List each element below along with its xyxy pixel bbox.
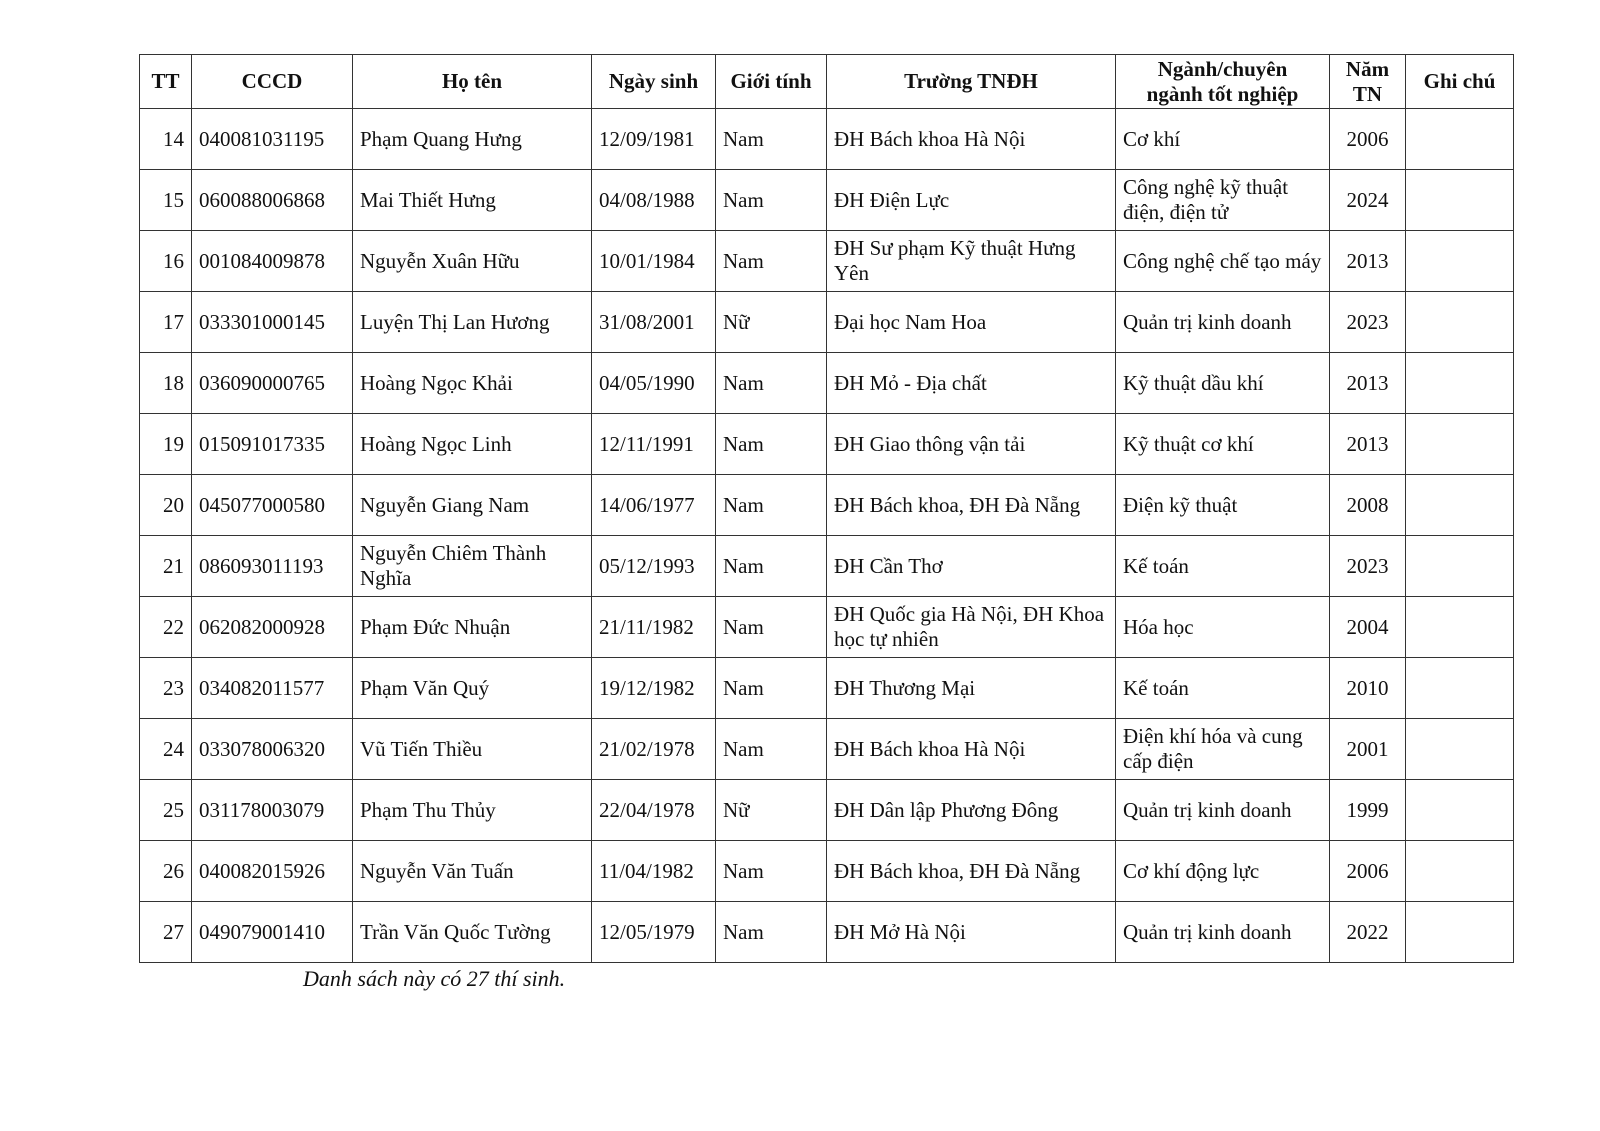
cell-truong: ĐH Bách khoa Hà Nội	[827, 109, 1116, 170]
cell-nganh: Điện kỹ thuật	[1116, 475, 1330, 536]
cell-truong: ĐH Bách khoa Hà Nội	[827, 719, 1116, 780]
cell-ngay-sinh: 12/09/1981	[592, 109, 716, 170]
cell-tt: 19	[140, 414, 192, 475]
cell-cccd: 062082000928	[192, 597, 353, 658]
cell-ghi-chu	[1406, 780, 1514, 841]
table-row	[140, 475, 1514, 536]
table-row	[140, 292, 1514, 353]
candidate-table	[139, 54, 1514, 963]
cell-cccd: 036090000765	[192, 353, 353, 414]
cell-nganh: Quản trị kinh doanh	[1116, 292, 1330, 353]
cell-ghi-chu	[1406, 719, 1514, 780]
cell-truong: Đại học Nam Hoa	[827, 292, 1116, 353]
cell-truong: ĐH Thương Mại	[827, 658, 1116, 719]
cell-nganh: Công nghệ kỹ thuật điện, điện tử	[1116, 170, 1330, 231]
cell-ngay-sinh: 11/04/1982	[592, 841, 716, 902]
cell-ngay-sinh: 10/01/1984	[592, 231, 716, 292]
cell-nam-tn: 2001	[1330, 719, 1406, 780]
cell-nam-tn: 2006	[1330, 841, 1406, 902]
cell-ghi-chu	[1406, 841, 1514, 902]
cell-ho-ten: Hoàng Ngọc Linh	[353, 414, 592, 475]
cell-nganh: Kỹ thuật cơ khí	[1116, 414, 1330, 475]
header-cccd: CCCD	[192, 55, 353, 109]
cell-truong: ĐH Giao thông vận tải	[827, 414, 1116, 475]
cell-nganh: Cơ khí động lực	[1116, 841, 1330, 902]
cell-ho-ten: Phạm Văn Quý	[353, 658, 592, 719]
cell-truong: ĐH Dân lập Phương Đông	[827, 780, 1116, 841]
cell-truong: ĐH Quốc gia Hà Nội, ĐH Khoa học tự nhiên	[827, 597, 1116, 658]
cell-nganh: Hóa học	[1116, 597, 1330, 658]
cell-gioi-tinh: Nam	[716, 109, 827, 170]
cell-nam-tn: 2006	[1330, 109, 1406, 170]
cell-truong: ĐH Cần Thơ	[827, 536, 1116, 597]
cell-gioi-tinh: Nam	[716, 719, 827, 780]
cell-ngay-sinh: 05/12/1993	[592, 536, 716, 597]
cell-tt: 16	[140, 231, 192, 292]
header-nganh-line2: ngành tốt nghiệp	[1146, 81, 1299, 106]
table-row	[140, 231, 1514, 292]
cell-gioi-tinh: Nam	[716, 414, 827, 475]
cell-ngay-sinh: 12/11/1991	[592, 414, 716, 475]
cell-nam-tn: 2023	[1330, 292, 1406, 353]
cell-nganh: Quản trị kinh doanh	[1116, 902, 1330, 963]
cell-cccd: 015091017335	[192, 414, 353, 475]
cell-gioi-tinh: Nam	[716, 536, 827, 597]
cell-ghi-chu	[1406, 658, 1514, 719]
header-truong: Trường TNĐH	[827, 55, 1116, 109]
cell-ho-ten: Phạm Đức Nhuận	[353, 597, 592, 658]
cell-tt: 21	[140, 536, 192, 597]
cell-nam-tn: 2013	[1330, 353, 1406, 414]
cell-ghi-chu	[1406, 292, 1514, 353]
header-gioi-tinh: Giới tính	[716, 55, 827, 109]
cell-cccd: 045077000580	[192, 475, 353, 536]
cell-gioi-tinh: Nam	[716, 353, 827, 414]
cell-cccd: 040081031195	[192, 109, 353, 170]
header-nam-line1: Năm	[1345, 56, 1390, 81]
footnote: Danh sách này có 27 thí sinh.	[303, 966, 566, 991]
cell-tt: 27	[140, 902, 192, 963]
cell-nam-tn: 2010	[1330, 658, 1406, 719]
cell-ngay-sinh: 04/05/1990	[592, 353, 716, 414]
header-tt: TT	[140, 55, 192, 109]
table-row	[140, 353, 1514, 414]
cell-ho-ten: Hoàng Ngọc Khải	[353, 353, 592, 414]
header-ngay-sinh: Ngày sinh	[592, 55, 716, 109]
cell-ho-ten: Phạm Quang Hưng	[353, 109, 592, 170]
cell-tt: 17	[140, 292, 192, 353]
cell-ngay-sinh: 31/08/2001	[592, 292, 716, 353]
cell-ho-ten: Phạm Thu Thủy	[353, 780, 592, 841]
cell-cccd: 031178003079	[192, 780, 353, 841]
cell-gioi-tinh: Nam	[716, 902, 827, 963]
cell-nam-tn: 2008	[1330, 475, 1406, 536]
cell-gioi-tinh: Nữ	[716, 780, 827, 841]
cell-tt: 20	[140, 475, 192, 536]
cell-nganh: Điện khí hóa và cung cấp điện	[1116, 719, 1330, 780]
cell-nganh: Công nghệ chế tạo máy	[1116, 231, 1330, 292]
cell-nam-tn: 2022	[1330, 902, 1406, 963]
cell-truong: ĐH Sư phạm Kỹ thuật Hưng Yên	[827, 231, 1116, 292]
cell-tt: 15	[140, 170, 192, 231]
cell-gioi-tinh: Nam	[716, 170, 827, 231]
cell-ghi-chu	[1406, 170, 1514, 231]
cell-ngay-sinh: 12/05/1979	[592, 902, 716, 963]
cell-tt: 26	[140, 841, 192, 902]
cell-ghi-chu	[1406, 109, 1514, 170]
table-row	[140, 109, 1514, 170]
cell-cccd: 040082015926	[192, 841, 353, 902]
cell-tt: 22	[140, 597, 192, 658]
cell-gioi-tinh: Nam	[716, 475, 827, 536]
cell-ho-ten: Nguyễn Giang Nam	[353, 475, 592, 536]
header-ho-ten: Họ tên	[353, 55, 592, 109]
cell-ho-ten: Nguyễn Xuân Hữu	[353, 231, 592, 292]
cell-ghi-chu	[1406, 353, 1514, 414]
cell-nganh: Kế toán	[1116, 658, 1330, 719]
cell-ho-ten: Mai Thiết Hưng	[353, 170, 592, 231]
cell-gioi-tinh: Nữ	[716, 292, 827, 353]
table-row	[140, 902, 1514, 963]
table-row	[140, 780, 1514, 841]
cell-gioi-tinh: Nam	[716, 231, 827, 292]
cell-truong: ĐH Mở Hà Nội	[827, 902, 1116, 963]
cell-gioi-tinh: Nam	[716, 597, 827, 658]
cell-gioi-tinh: Nam	[716, 658, 827, 719]
cell-cccd: 086093011193	[192, 536, 353, 597]
table-body	[140, 109, 1514, 963]
cell-cccd: 033078006320	[192, 719, 353, 780]
cell-tt: 25	[140, 780, 192, 841]
cell-nganh: Kỹ thuật dầu khí	[1116, 353, 1330, 414]
cell-nganh: Kế toán	[1116, 536, 1330, 597]
cell-ngay-sinh: 21/02/1978	[592, 719, 716, 780]
cell-ngay-sinh: 14/06/1977	[592, 475, 716, 536]
cell-ghi-chu	[1406, 231, 1514, 292]
cell-ngay-sinh: 21/11/1982	[592, 597, 716, 658]
header-nam-line2: TN	[1352, 81, 1383, 106]
cell-nam-tn: 2004	[1330, 597, 1406, 658]
header-ghi-chu: Ghi chú	[1406, 55, 1514, 109]
cell-tt: 23	[140, 658, 192, 719]
cell-cccd: 049079001410	[192, 902, 353, 963]
cell-nam-tn: 1999	[1330, 780, 1406, 841]
cell-ghi-chu	[1406, 536, 1514, 597]
cell-nam-tn: 2024	[1330, 170, 1406, 231]
cell-tt: 18	[140, 353, 192, 414]
cell-nam-tn: 2013	[1330, 414, 1406, 475]
cell-ho-ten: Nguyễn Văn Tuấn	[353, 841, 592, 902]
cell-ngay-sinh: 22/04/1978	[592, 780, 716, 841]
cell-nganh: Cơ khí	[1116, 109, 1330, 170]
cell-cccd: 060088006868	[192, 170, 353, 231]
table-row	[140, 597, 1514, 658]
cell-ghi-chu	[1406, 475, 1514, 536]
cell-nam-tn: 2013	[1330, 231, 1406, 292]
cell-gioi-tinh: Nam	[716, 841, 827, 902]
cell-ho-ten: Luyện Thị Lan Hương	[353, 292, 592, 353]
table-row	[140, 719, 1514, 780]
cell-ghi-chu	[1406, 597, 1514, 658]
header-nganh-line1: Ngành/chuyên	[1157, 56, 1288, 81]
header-nganh	[1116, 55, 1330, 109]
cell-truong: ĐH Bách khoa, ĐH Đà Nẵng	[827, 841, 1116, 902]
table-row	[140, 170, 1514, 231]
header-nam-tn	[1330, 55, 1406, 109]
cell-nam-tn: 2023	[1330, 536, 1406, 597]
table-row	[140, 841, 1514, 902]
cell-nganh: Quản trị kinh doanh	[1116, 780, 1330, 841]
table-header-row	[140, 55, 1514, 109]
cell-tt: 24	[140, 719, 192, 780]
cell-cccd: 033301000145	[192, 292, 353, 353]
cell-ho-ten: Vũ Tiến Thiều	[353, 719, 592, 780]
cell-cccd: 034082011577	[192, 658, 353, 719]
cell-tt: 14	[140, 109, 192, 170]
cell-ngay-sinh: 04/08/1988	[592, 170, 716, 231]
table-row	[140, 658, 1514, 719]
cell-ghi-chu	[1406, 414, 1514, 475]
cell-ngay-sinh: 19/12/1982	[592, 658, 716, 719]
cell-truong: ĐH Mỏ - Địa chất	[827, 353, 1116, 414]
cell-cccd: 001084009878	[192, 231, 353, 292]
cell-truong: ĐH Bách khoa, ĐH Đà Nẵng	[827, 475, 1116, 536]
table-row	[140, 536, 1514, 597]
cell-truong: ĐH Điện Lực	[827, 170, 1116, 231]
cell-ghi-chu	[1406, 902, 1514, 963]
table-row	[140, 414, 1514, 475]
cell-ho-ten: Nguyễn Chiêm Thành Nghĩa	[353, 536, 592, 597]
cell-ho-ten: Trần Văn Quốc Tường	[353, 902, 592, 963]
